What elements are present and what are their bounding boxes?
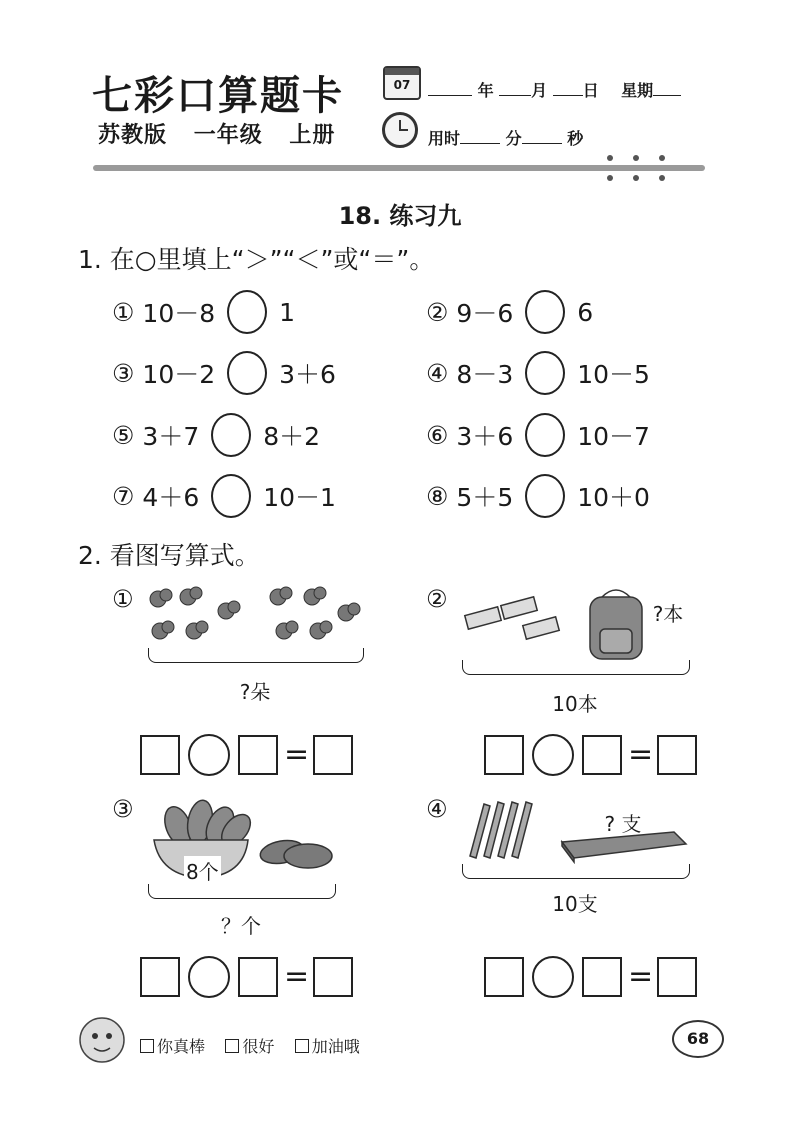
flower-icon: [270, 587, 292, 605]
item-number: ③: [112, 795, 134, 823]
q1-item: [426, 413, 650, 457]
q1-item: [112, 413, 320, 457]
mascot-icon: [72, 1008, 134, 1070]
expr-left: 8－3: [456, 360, 514, 389]
flower-icon: [180, 587, 202, 605]
flower-icon: [218, 601, 240, 619]
item-number: ⑤: [112, 420, 135, 450]
item-number: ⑥: [426, 420, 449, 450]
item-number: ①: [112, 297, 135, 327]
edition-publisher: 苏教版: [98, 123, 168, 148]
q1-item: [112, 351, 336, 395]
equals-sign: =: [284, 959, 310, 994]
flower-icon: [186, 621, 208, 639]
edition-volume: 上册: [289, 123, 336, 148]
books-bag-picture: [462, 585, 648, 665]
expr-left: 3＋6: [456, 422, 514, 451]
total-label: 10本: [552, 692, 598, 716]
compare-circle[interactable]: [525, 474, 565, 518]
date-line: [428, 78, 681, 101]
q1-item: [426, 351, 650, 395]
book-icon: [501, 597, 537, 619]
total-brace: [148, 884, 336, 899]
compare-circle[interactable]: [211, 413, 251, 457]
compare-circle[interactable]: [525, 290, 565, 334]
expr-right: 6: [577, 297, 594, 327]
answer-box[interactable]: [313, 957, 353, 997]
answer-box[interactable]: [484, 957, 524, 997]
date-month-label: 月: [531, 81, 548, 100]
unknown-label: ?本: [652, 602, 684, 626]
expr-left: 10－2: [142, 360, 216, 389]
answer-box[interactable]: [140, 735, 180, 775]
answer-row: [484, 734, 697, 776]
flower-icon: [276, 621, 298, 639]
answer-box[interactable]: [313, 735, 353, 775]
clock-icon: [382, 112, 418, 148]
rating-checkbox[interactable]: [295, 1039, 309, 1053]
equals-sign: =: [284, 737, 310, 772]
mango-basket-picture: [148, 796, 334, 880]
expr-left: 5＋5: [456, 483, 514, 512]
operator-circle[interactable]: [188, 956, 230, 998]
basket-count-label: 8个: [184, 856, 221, 885]
edition-line: [98, 118, 353, 149]
binder-ring-icon: [659, 155, 665, 181]
date-week-label: 星期: [621, 81, 654, 100]
total-brace: [462, 864, 690, 879]
unknown-label: ? 支: [604, 812, 642, 836]
answer-box[interactable]: [657, 957, 697, 997]
item-number: ④: [426, 358, 449, 388]
expr-right: 10－7: [577, 422, 650, 451]
rating-checkbox[interactable]: [140, 1039, 154, 1053]
answer-row: [484, 956, 697, 998]
compare-circle[interactable]: [211, 474, 251, 518]
date-day-label: 日: [582, 81, 599, 100]
answer-box[interactable]: [140, 957, 180, 997]
book-icon: [523, 617, 559, 639]
item-number: ②: [426, 585, 448, 613]
flower-icon: [310, 621, 332, 639]
item-number: ⑦: [112, 481, 135, 511]
total-brace: [462, 660, 690, 675]
time-line: [428, 126, 583, 149]
expr-left: 9－6: [456, 299, 514, 328]
answer-box[interactable]: [238, 735, 278, 775]
total-label: ？个: [221, 914, 261, 938]
answer-box[interactable]: [484, 735, 524, 775]
expr-left: 3＋7: [142, 422, 200, 451]
time-sec-label: 秒: [567, 129, 584, 148]
rating-checkbox[interactable]: [225, 1039, 239, 1053]
q1-item: [112, 474, 336, 518]
expr-right: 1: [279, 297, 296, 327]
total-brace: [148, 648, 364, 663]
q1-item: [112, 290, 295, 334]
time-prefix: 用时: [428, 129, 461, 148]
flower-icon: [152, 621, 174, 639]
binder-ring-icon: [607, 155, 613, 181]
binder-ring-icon: [633, 155, 639, 181]
brand-logo: 七彩口算题卡: [92, 72, 344, 119]
flower-icon: [150, 589, 172, 607]
compare-circle[interactable]: [227, 290, 267, 334]
total-label: 10支: [552, 892, 598, 916]
item-number: ②: [426, 297, 449, 327]
equals-sign: =: [628, 737, 654, 772]
calendar-day: 07: [393, 78, 411, 92]
pencils-case-picture: [462, 794, 688, 864]
operator-circle[interactable]: [532, 734, 574, 776]
compare-circle[interactable]: [525, 351, 565, 395]
equals-sign: =: [628, 959, 654, 994]
lesson-title: 18. 练习九: [338, 202, 462, 230]
expr-left: 4＋6: [142, 483, 200, 512]
answer-box[interactable]: [657, 735, 697, 775]
flower-icon: [304, 587, 326, 605]
item-number: ①: [112, 585, 134, 613]
time-min-label: 分: [505, 129, 522, 148]
rating-label: 你真棒: [157, 1037, 206, 1056]
flowers-picture: [146, 585, 366, 647]
expr-right: 10－5: [577, 360, 650, 389]
answer-row: [140, 956, 353, 998]
expr-right: 10－1: [263, 483, 336, 512]
page-number: 68: [672, 1020, 724, 1058]
operator-circle[interactable]: [532, 956, 574, 998]
rating-options: [140, 1034, 360, 1057]
expr-right: 10＋0: [577, 483, 650, 512]
calendar-icon: [383, 66, 421, 100]
compare-circle[interactable]: [525, 413, 565, 457]
operator-circle[interactable]: [188, 734, 230, 776]
expr-right: 8＋2: [263, 422, 321, 451]
expr-right: 3＋6: [279, 360, 336, 389]
flower-icon: [338, 603, 360, 621]
header-divider: [93, 165, 705, 171]
q1-item: [426, 290, 593, 334]
rating-label: 很好: [242, 1037, 275, 1056]
answer-box[interactable]: [238, 957, 278, 997]
rating-label: 加油哦: [311, 1037, 360, 1056]
item-number: ⑧: [426, 481, 449, 511]
answer-box[interactable]: [582, 957, 622, 997]
item-number: ③: [112, 358, 135, 388]
book-icon: [465, 607, 501, 629]
backpack-icon: [590, 590, 642, 659]
mango-icon: [258, 837, 332, 868]
compare-circle[interactable]: [227, 351, 267, 395]
q1-item: [426, 474, 650, 518]
q2-prompt: 2. 看图写算式。: [78, 541, 260, 570]
answer-box[interactable]: [582, 735, 622, 775]
edition-grade: 一年级: [193, 123, 263, 148]
date-year-label: 年: [477, 81, 494, 100]
item-number: ④: [426, 795, 448, 823]
answer-row: [140, 734, 353, 776]
expr-left: 10－8: [142, 299, 216, 328]
total-label: ?朵: [239, 680, 271, 704]
q1-prompt: 1. 在○里填上“＞”“＜”或“＝”。: [78, 245, 435, 274]
